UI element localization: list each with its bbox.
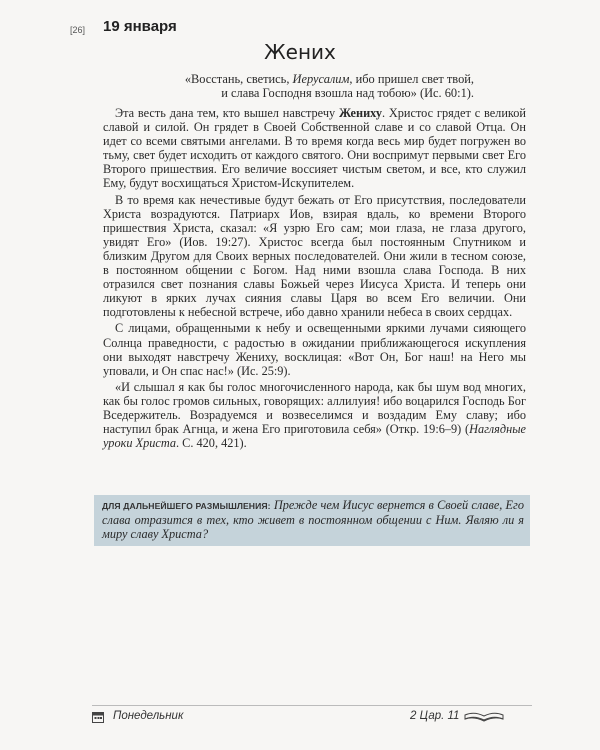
reflection-box <box>94 495 530 546</box>
p4-italic: Наглядные уроки Христа <box>103 422 526 451</box>
p4-end: . С. 420, 421). <box>176 436 247 451</box>
p4-start: «И слышал я как бы голос многочисленного народа, как бы шум вод многих, как бы голос громов сильных, говорящих: аллилуия! ибо воцарился Господь Бог Вседержитель. Возрадуемся и возвеселимся и воздадим Ему славу; ибо наступил брак Агнца, и жена Его приготовила себя» (Откр. 19:6–9) ( <box>103 379 526 437</box>
epigraph-line1-start: «Восстань, светись, <box>184 72 293 86</box>
paragraph-2: В то время как нечестивые будут бежать от Его присутствия, последователи Христа возрадуются. Патриарх Иов, взирая вдаль, ко времени Второго пришествия Христа, сказал: «Я узрю Его сам; мои глаза, не глаза другого, увидят Его» (Иов. 19:27). Христос всегда был постоянным Спутником и близким Другом для Своих верных последователей. Они жили в тесном союзе, в постоянном общении с Богом. Над ними взошла слава Господа. В них отразился свет познания славы Божьей через Иисуса Христа. И теперь они ликуют в ярких лучах сияния славы Царя во всем Его величии. Они подготовлены к небесной встрече, ибо давно хранили небеса в своих сердцах. <box>103 192 526 320</box>
reflection-text: Прежде чем Иисус вернется в Своей славе, Его слава отразится в тех, кто живет в постоянном общении с Ним. Являю ли я миру славу Христа? <box>102 498 525 542</box>
calendar-icon <box>92 711 104 723</box>
reading-title: Жених <box>264 40 336 64</box>
open-book-icon <box>464 711 504 723</box>
reflection-label: ДЛЯ ДАЛЬНЕЙШЕГО РАЗМЫШЛЕНИЯ: <box>102 501 271 511</box>
p1-start: Эта весть дана тем, кто вышел навстречу <box>115 106 339 120</box>
footer-divider <box>92 705 532 706</box>
epigraph-line1-italic: Иерусалим <box>292 72 350 86</box>
date-heading: 19 января <box>103 18 177 35</box>
weekday: Понедельник <box>113 710 184 722</box>
paragraph-3: С лицами, обращенными к небу и освещенными яркими лучами сияющего Солнца праведности, с радостью в ожидании приближающегося искупления они выходят навстречу Жениху, восклицая: «Вот Он, Бог наш! на Него мы уповали, и Он спас нас!» (Ис. 25:9). <box>103 321 526 378</box>
page-number: [26] <box>70 25 86 35</box>
epigraph-line1-end: , ибо пришел свет твой, <box>349 72 474 86</box>
p1-end: . Христос грядет с великой славой и силой. Он грядет в Своей Собственной славе и со славой Отца. Он идет со всеми святыми ангелами. В то время когда весь мир будет погружен во тьму, свет будет исходить от каждого святого. Они воспримут первыми свет Его Второго пришествия. Его величие воссияет чистым светом, и все, кто служил Ему, будут восхищаться Христом-Искупителем. <box>103 106 526 191</box>
epigraph <box>150 72 474 100</box>
paragraph-4 <box>103 380 526 450</box>
epigraph-line2: и слава Господня взошла над тобою» (Ис. 60:1). <box>221 86 474 100</box>
body-text <box>103 106 526 450</box>
paragraph-1 <box>103 106 526 191</box>
bible-reading: 2 Цар. 11 <box>410 710 460 722</box>
p1-bold: Жениху <box>339 106 382 120</box>
